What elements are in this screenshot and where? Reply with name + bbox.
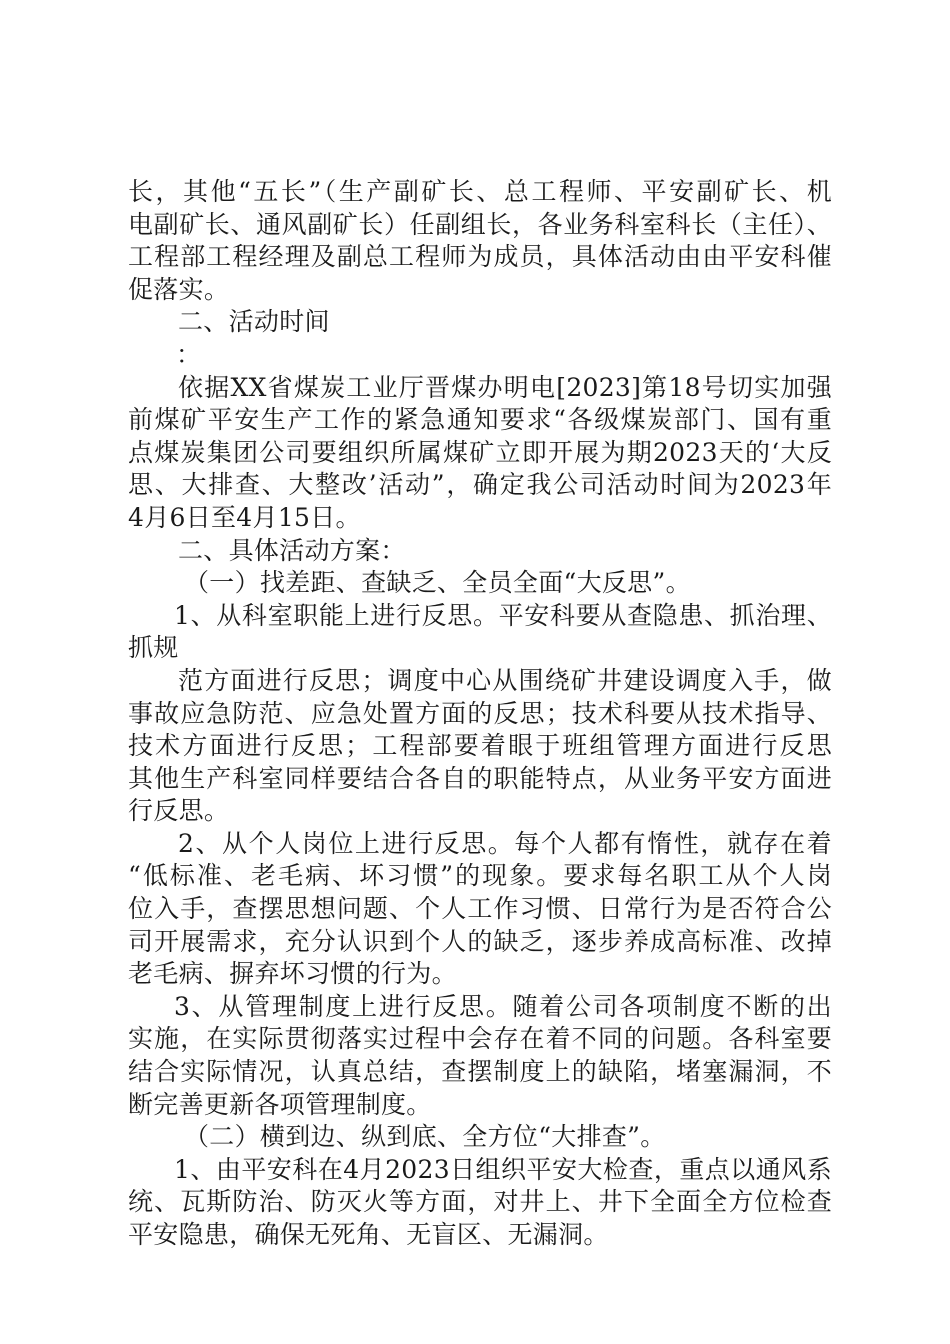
text-line: 3、从管理制度上进行反思。随着公司各项制度不断的出 bbox=[174, 991, 832, 1021]
text-line: 1、由平安科在4月2023日组织平安大检查，重点以通风系 bbox=[174, 1154, 832, 1184]
text-line: 老毛病、摒弃坏习惯的行为。 bbox=[128, 959, 457, 989]
subsection-heading: （二）横到边、纵到底、全方位“大排查”。 bbox=[184, 1122, 666, 1152]
text-line: “低标准、老毛病、坏习惯”的现象。要求每名职工从个人岗 bbox=[128, 861, 832, 891]
text-line: 2、从个人岗位上进行反思。每个人都有惰性，就存在着 bbox=[178, 828, 832, 858]
text-line: 实施，在实际贯彻落实过程中会存在着不同的问题。各科室要 bbox=[128, 1024, 832, 1054]
text-line: 技术方面进行反思；工程部要着眼于班组管理方面进行反思 bbox=[128, 731, 832, 761]
text-line: 依据XX省煤炭工业厅晋煤办明电[2023]第18号切实加强 bbox=[178, 372, 832, 402]
text-line: 1、从科室职能上进行反思。平安科要从查隐患、抓治理、 bbox=[174, 600, 832, 630]
section-heading: 二、活动时间 bbox=[178, 307, 330, 337]
text-line: 电副矿长、通风副矿长）任副组长，各业务科室科长（主任）、 bbox=[128, 209, 832, 239]
text-line: ： bbox=[176, 339, 202, 369]
text-line: 促落实。 bbox=[128, 274, 230, 304]
text-line: 行反思。 bbox=[128, 796, 230, 826]
text-line: 统、瓦斯防治、防灭火等方面，对井上、井下全面全方位检查 bbox=[128, 1187, 832, 1217]
document-body bbox=[128, 176, 832, 1252]
text-line: 抓规 bbox=[128, 633, 179, 663]
text-line: 点煤炭集团公司要组织所属煤矿立即开展为期2023天的‘大反 bbox=[128, 437, 832, 467]
text-line: 平安隐患，确保无死角、无盲区、无漏洞。 bbox=[128, 1220, 609, 1249]
text-line: 事故应急防范、应急处置方面的反思；技术科要从技术指导、 bbox=[128, 698, 832, 728]
subsection-heading: （一）找差距、查缺乏、全员全面“大反思”。 bbox=[184, 568, 691, 598]
text-line: 4月6日至4月15日。 bbox=[128, 502, 361, 532]
text-line: 断完善更新各项管理制度。 bbox=[128, 1089, 432, 1119]
text-line: 结合实际情况，认真总结，查摆制度上的缺陷，堵塞漏洞，不 bbox=[128, 1057, 832, 1087]
text-line: 其他生产科室同样要结合各自的职能特点，从业务平安方面进 bbox=[128, 763, 832, 793]
text-line: 思、大排查、大整改’活动”，确定我公司活动时间为2023年 bbox=[128, 470, 832, 500]
text-line: 位入手，查摆思想问题、个人工作习惯、日常行为是否符合公 bbox=[128, 894, 832, 924]
text-line: 前煤矿平安生产工作的紧急通知要求“各级煤炭部门、国有重 bbox=[128, 405, 832, 435]
text-line: 工程部工程经理及副总工程师为成员，具体活动由由平安科催 bbox=[128, 242, 832, 272]
text-line: 长，其他“五长”（生产副矿长、总工程师、平安副矿长、机 bbox=[128, 177, 832, 206]
text-line: 范方面进行反思；调度中心从围绕矿井建设调度入手，做 bbox=[178, 665, 832, 695]
section-heading: 二、具体活动方案： bbox=[178, 535, 406, 565]
text-line: 司开展需求，充分认识到个人的缺乏，逐步养成高标准、改掉 bbox=[128, 926, 832, 956]
